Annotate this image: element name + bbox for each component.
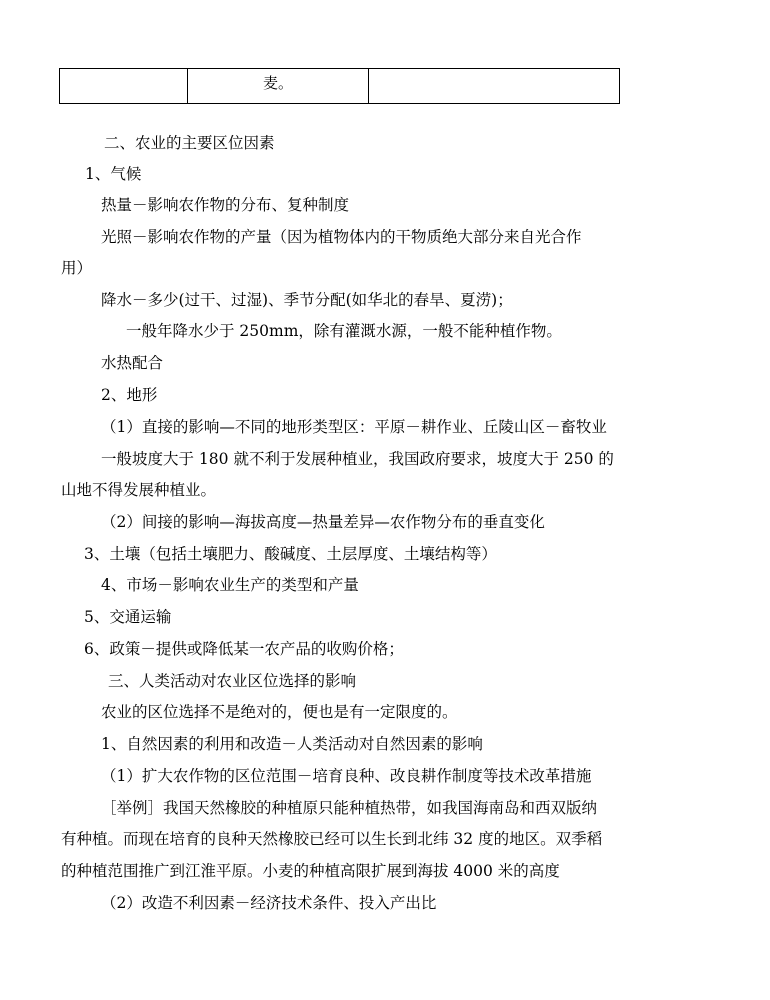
paragraph-line: 山地不得发展种植业。 (61, 481, 217, 499)
subheading: 4、市场－影响农业生产的类型和产量 (101, 576, 359, 594)
table-cell: 麦。 (188, 69, 369, 104)
table-fragment (59, 68, 620, 104)
paragraph-line: 降水－多少(过干、过湿)、季节分配(如华北的春旱、夏涝)； (101, 291, 513, 309)
paragraph-line: 水热配合 (101, 354, 164, 372)
paragraph-line: （2）间接的影响—海拔高度—热量差异—农作物分布的垂直变化 (101, 513, 545, 531)
paragraph-line: 用） (61, 259, 93, 277)
paragraph-line: 农业的区位选择不是绝对的，便也是有一定限度的。 (101, 703, 458, 721)
subheading: 5、交通运输 (84, 608, 172, 626)
subheading: 1、自然因素的利用和改造－人类活动对自然因素的影响 (101, 735, 483, 753)
subheading: 6、政策－提供或降低某一农产品的收购价格； (84, 640, 404, 658)
paragraph-line: （2）改造不利因素－经济技术条件、投入产出比 (101, 894, 437, 912)
paragraph-line: ［举例］我国天然橡胶的种植原只能种植热带，如我国海南岛和西双版纳 (101, 799, 598, 817)
section-heading: 二、农业的主要区位因素 (104, 134, 275, 152)
paragraph-line: 有种植。而现在培育的良种天然橡胶已经可以生长到北纬 32 度的地区。双季稻 (61, 830, 603, 848)
paragraph-line: 一般坡度大于 180 就不利于发展种植业，我国政府要求，坡度大于 250 的 (101, 450, 614, 468)
paragraph-line: 一般年降水少于 250mm，除有灌溉水源，一般不能种植作物。 (126, 322, 562, 340)
subheading: 3、土壤（包括土壤肥力、酸碱度、土层厚度、土壤结构等） (84, 545, 497, 563)
paragraph-line: 的种植范围推广到江淮平原。小麦的种植高限扩展到海拔 4000 米的高度 (61, 862, 560, 880)
table-row (60, 69, 620, 104)
paragraph-line: 热量－影响农作物的分布、复种制度 (101, 196, 350, 214)
table-cell (60, 69, 188, 104)
paragraph-line: （1）扩大农作物的区位范围－培育良种、改良耕作制度等技术改革措施 (101, 767, 592, 785)
subheading: 2、地形 (101, 386, 158, 404)
paragraph-line: （1）直接的影响—不同的地形类型区：平原－耕作业、丘陵山区－畜牧业 (101, 418, 607, 436)
section-heading: 三、人类活动对农业区位选择的影响 (108, 672, 357, 690)
subheading: 1、气候 (85, 165, 142, 183)
paragraph-line: 光照－影响农作物的产量（因为植物体内的干物质绝大部分来自光合作 (101, 228, 582, 246)
table-cell (369, 69, 620, 104)
